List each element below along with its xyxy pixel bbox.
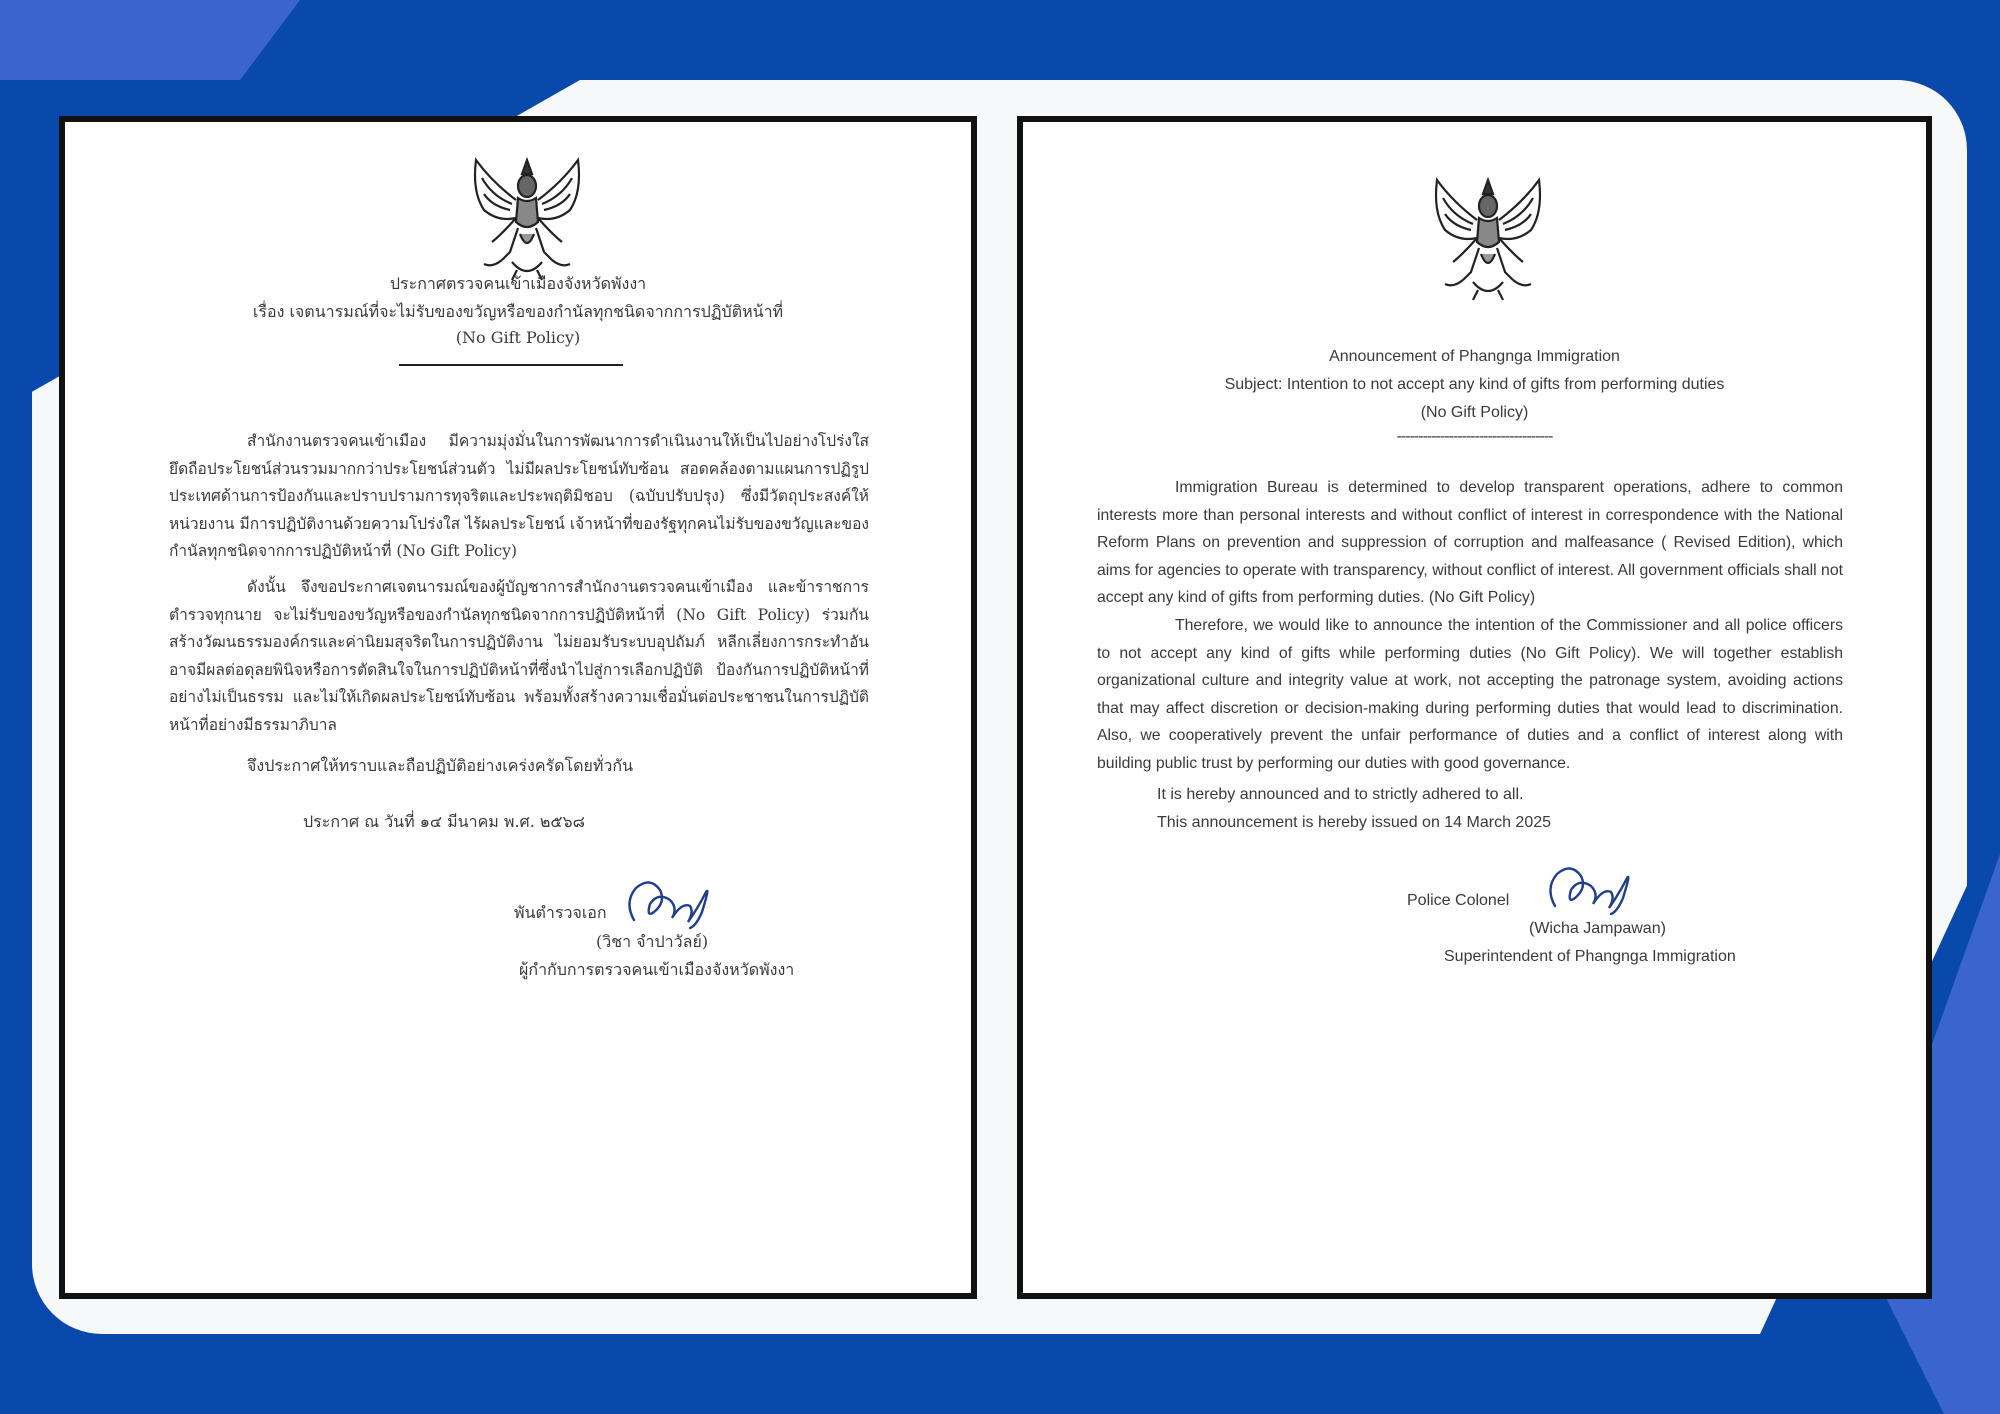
thai-announcement-page	[59, 116, 977, 1299]
closing-statement: It is hereby announced and to strictly adhered to all.	[1157, 786, 1524, 803]
signatory-rank: Police Colonel	[1407, 892, 1510, 909]
closing-statement: จึงประกาศให้ทราบและถือปฏิบัติอย่างเคร่งครัดโดยทั่วกัน	[247, 756, 634, 775]
issue-date: This announcement is hereby issued on 14 March 2025	[1157, 814, 1552, 831]
signatory-title: ผู้กำกับการตรวจคนเข้าเมืองจังหวัดพังงา	[519, 960, 795, 979]
signatory-rank: พันตำรวจเอก	[514, 903, 607, 922]
header-title: ประกาศตรวจคนเข้าเมืองจังหวัดพังงา	[389, 274, 647, 293]
signatory-title: Superintendent of Phangnga Immigration	[1444, 948, 1736, 965]
header-subject: Subject: Intention to not accept any kind of gifts from performing duties	[1224, 376, 1725, 393]
signature-icon	[1541, 858, 1636, 916]
signatory-name: (Wicha Jampawan)	[1529, 920, 1666, 937]
garuda-emblem-icon	[462, 152, 592, 288]
header-policy-tag: (No Gift Policy)	[1420, 404, 1529, 421]
signatory-name: (วิชา จำปาวัลย์)	[596, 932, 709, 951]
header-divider: ------------------------------------	[1396, 428, 1553, 445]
body-paragraph-1: สำนักงานตรวจคนเข้าเมือง มีความมุ่งมั่นในการพัฒนาการดำเนินงานให้เป็นไปอย่างโปร่งใส ยึดถือประโยชน์ส่วนรวมมากกว่าประโยชน์ส่วนตัว ไม่มีผลประโยชน์ทับซ้อน สอดคล้องตามแผนการปฏิรูปประเทศด้านการป้องกันและปราบปรามการทุจริตและประพฤติมิชอบ (ฉบับปรับปรุง) ซึ่งมีวัตถุประสงค์ให้หน่วยงาน มีการปฏิบัติงานด้วยความโปร่งใส ไร้ผลประโยชน์ เจ้าหน้าที่ของรัฐทุกคนไม่รับของขวัญและของกำนัลทุกชนิดจากการปฏิบัติหน้าที่ (No Gift Policy)	[169, 432, 869, 560]
body-paragraph-2: ดังนั้น จึงขอประกาศเจตนารมณ์ของผู้บัญชาการสำนักงานตรวจคนเข้าเมือง และข้าราชการตำรวจทุกนาย จะไม่รับของขวัญหรือของกำนัลทุกชนิดจากการปฏิบัติหน้าที่ (No Gift Policy) ร่วมกันสร้างวัฒนธรรมองค์กรและค่านิยมสุจริตในการปฏิบัติงาน ไม่ยอมรับระบบอุปถัมภ์ หลีกเลี่ยงการกระทำอันอาจมีผลต่อดุลยพินิจหรือการตัดสินใจในการปฏิบัติหน้าที่ซึ่งนำไปสู่การเลือกปฏิบัติ ป้องกันการปฏิบัติหน้าที่อย่างไม่เป็นธรรม และไม่ให้เกิดผลประโยชน์ทับซ้อน พร้อมทั้งสร้างความเชื่อมั่นต่อประชาชนในการปฏิบัติหน้าที่อย่างมีธรรมาภิบาล	[169, 578, 869, 734]
body-paragraph-1: Immigration Bureau is determined to develop transparent operations, adhere to common interests more than personal interests and without conflict of interest in correspondence with the National Reform Plans on prevention and suppression of corruption and malfeasance ( Revised Edition), which aims for agencies to operate with transparency, without conflict of interest. All government officials shall not accept any kind of gifts from performing duties. (No Gift Policy)	[1097, 479, 1843, 606]
header-subject: เรื่อง เจตนารมณ์ที่จะไม่รับของขวัญหรือของกำนัลทุกชนิดจากการปฏิบัติหน้าที่	[252, 302, 784, 321]
signature-icon	[620, 872, 715, 930]
garuda-emblem-icon	[1423, 172, 1553, 308]
header-divider	[399, 364, 623, 366]
header-title: Announcement of Phangnga Immigration	[1329, 348, 1620, 365]
english-announcement-page	[1017, 116, 1932, 1299]
issue-date: ประกาศ ณ วันที่ ๑๔ มีนาคม พ.ศ. ๒๕๖๘	[303, 812, 586, 831]
body-paragraph-2: Therefore, we would like to announce the intention of the Commissioner and all police officers to not accept any kind of gifts while performing duties (No Gift Policy). We will together establish organizational culture and integrity value at work, not accepting the patronage system, avoiding actions that may affect discretion or decision-making during performing duties that would lead to discrimination. Also, we cooperatively prevent the unfair performance of duties and a conflict of interest along with building public trust by performing our duties with good governance.	[1097, 617, 1843, 772]
header-policy-tag: (No Gift Policy)	[455, 328, 581, 347]
